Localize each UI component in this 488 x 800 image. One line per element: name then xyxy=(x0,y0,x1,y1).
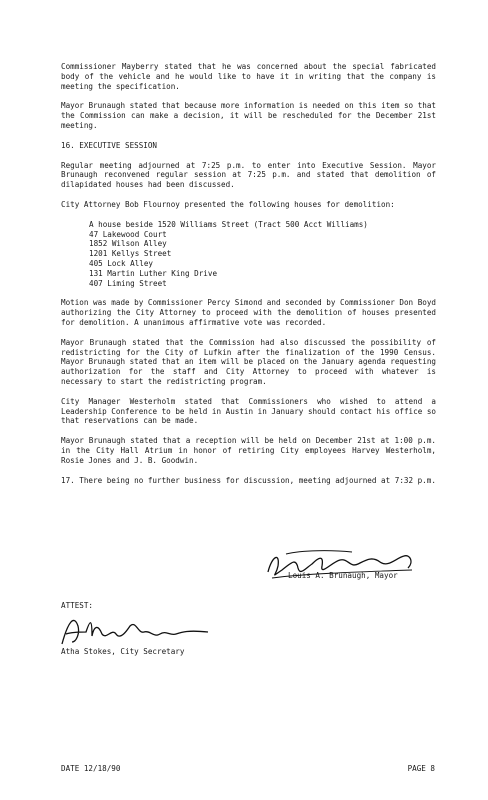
mayor-name-title: Louis A. Brunaugh, Mayor xyxy=(288,571,398,580)
paragraph-demolition-intro: City Attorney Bob Flournoy presented the following houses for demolition: xyxy=(61,199,395,209)
paragraph-reception: Mayor Brunaugh stated that a reception will be held on December 21st at 1:00 p.m. in the City Hall Atrium in honor of retiring City employees Harvey Westerholm, Rosie Jones and J. B. Goodwin. xyxy=(61,436,436,465)
paragraph-redistricting: Mayor Brunaugh stated that the Commission had also discussed the possibility of redistricting for the City of Lufkin after the finalization of the 1990 Census. Mayor Brunaugh stated that an item will be placed on the January agenda requesting authorization for the staff and City Attorney to proceed with whatever is necessary to start the redistricting program. xyxy=(61,337,436,386)
section-heading-executive-session: 16. EXECUTIVE SESSION xyxy=(61,140,158,150)
list-item: A house beside 1520 Williams Street (Tract 500 Acct Williams) xyxy=(89,219,368,229)
paragraph-executive-session: Regular meeting adjourned at 7:25 p.m. to enter into Executive Session. Mayor Brunaugh reconvened regular session at 7:25 p.m. and stated that demolition of dilapidated houses had been discussed. xyxy=(61,160,436,190)
secretary-name-title: Atha Stokes, City Secretary xyxy=(61,647,185,656)
handwritten-signature-secretary xyxy=(58,612,218,648)
paragraph-adjournment: 17. There being no further business for discussion, meeting adjourned at 7:32 p.m. xyxy=(61,475,436,485)
list-item: 405 Lock Alley xyxy=(89,258,154,268)
paragraph-mayberry-concern: Commissioner Mayberry stated that he was concerned about the special fabricated body of the vehicle and he would like to have it in writing that the company is meeting the specification. xyxy=(61,62,436,91)
paragraph-demolition-motion: Motion was made by Commissioner Percy Simond and seconded by Commissioner Don Boyd authorizing the City Attorney to proceed with the demolition of houses presented for demolition. A unanimous affirmative vote was recorded. xyxy=(61,298,436,327)
footer-page-number: PAGE 8 xyxy=(407,764,435,773)
paragraph-leadership-conference: City Manager Westerholm stated that Commissioners who wished to attend a Leadership Conference to be held in Austin in January should contact his office so that reservations can be made. xyxy=(61,396,436,426)
list-item: 1201 Kellys Street xyxy=(89,249,172,259)
demolition-house-list xyxy=(61,220,436,289)
list-item: 1852 Wilson Alley xyxy=(89,239,167,249)
list-item: 131 Martin Luther King Drive xyxy=(89,268,218,278)
attest-label: ATTEST: xyxy=(61,601,94,610)
footer-date: DATE 12/18/90 xyxy=(61,764,121,773)
paragraph-rescheduled-item: Mayor Brunaugh stated that because more information is needed on this item so that the Commission can make a decision, it will be rescheduled for the December 21st meeting. xyxy=(61,101,436,130)
list-item: 407 Liming Street xyxy=(89,278,167,288)
list-item: 47 Lakewood Court xyxy=(89,229,167,239)
minutes-body xyxy=(61,62,436,495)
